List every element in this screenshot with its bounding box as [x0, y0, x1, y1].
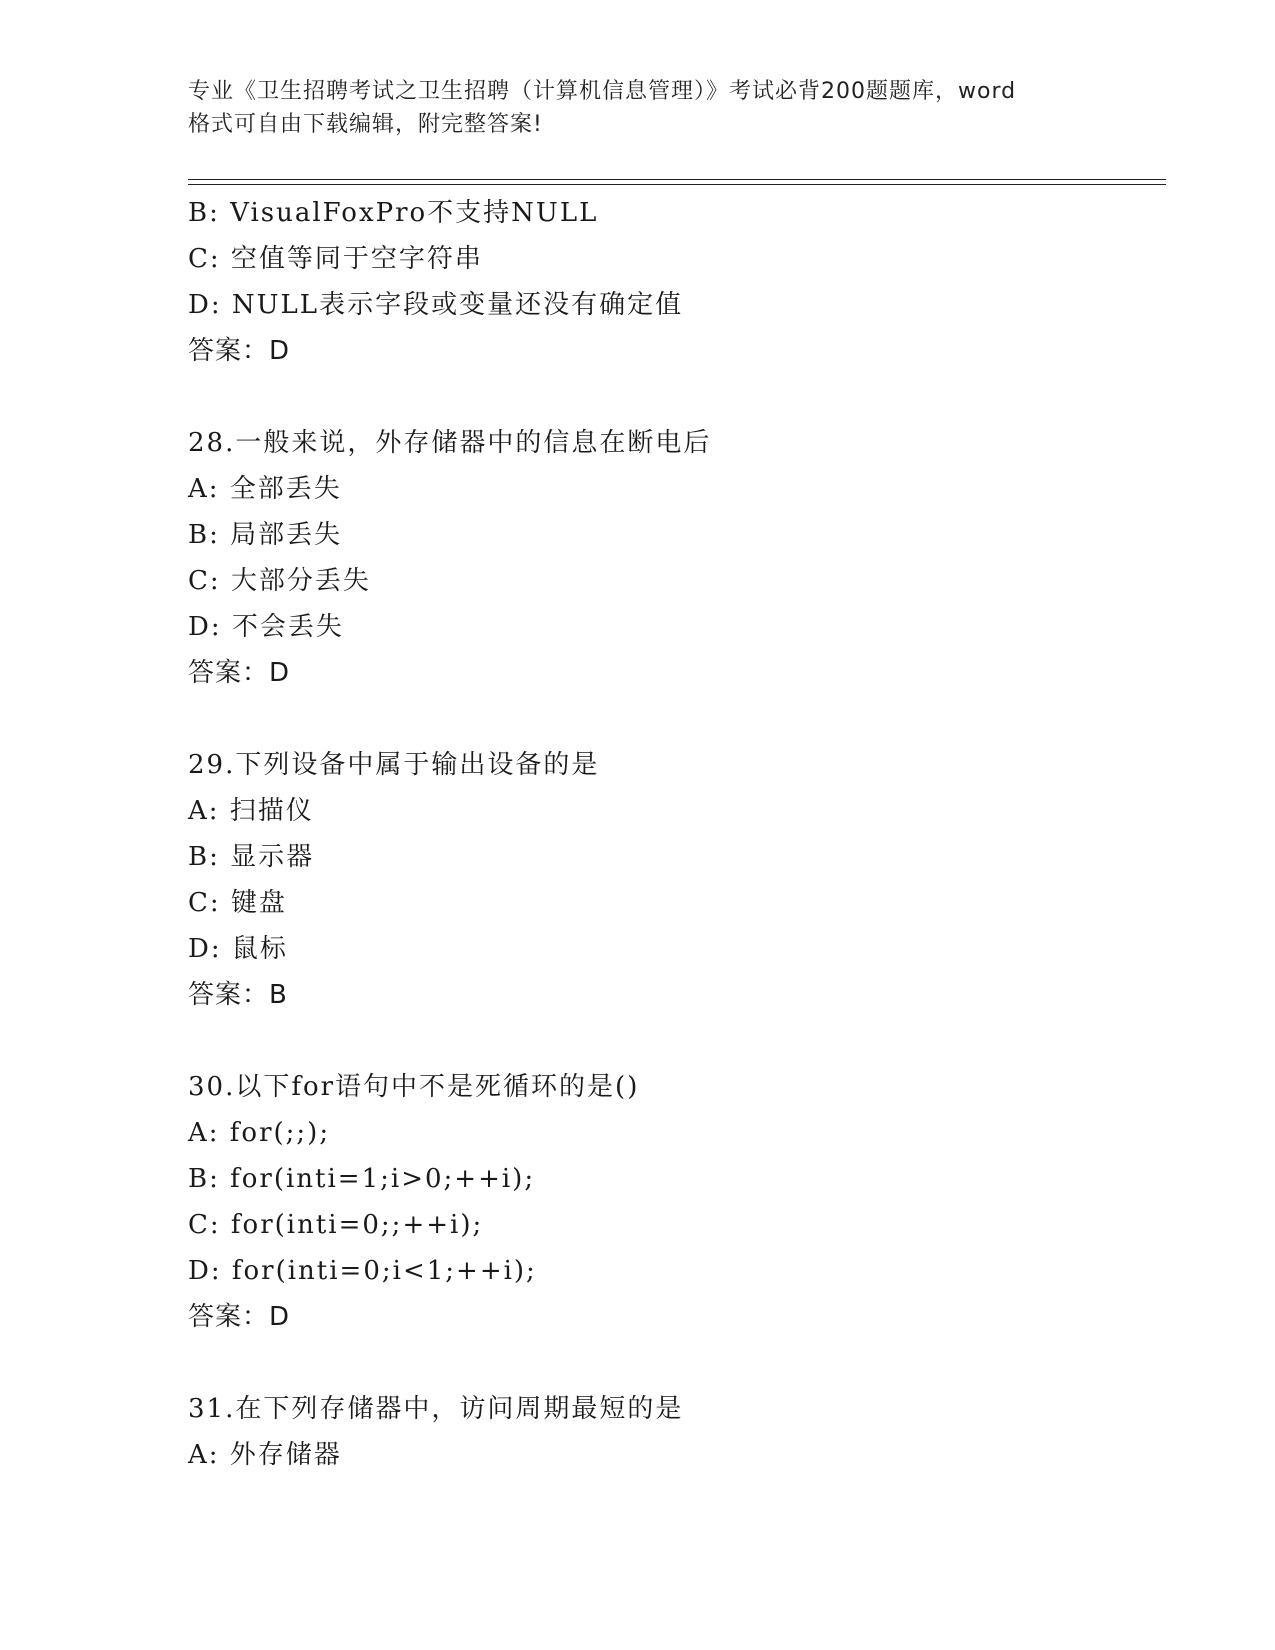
spacer [188, 374, 1188, 420]
question-stem: 29.下列设备中属于输出设备的是 [188, 750, 600, 780]
question-block [188, 742, 1188, 1018]
spacer [188, 696, 1188, 742]
option-a: A: for(;;); [188, 1118, 331, 1148]
question-block-continued [188, 190, 1188, 374]
answer-label: 答案：B [188, 980, 288, 1010]
option-d: D: 鼠标 [188, 934, 288, 964]
answer-label: 答案：D [188, 1302, 291, 1332]
option-b: B: VisualFoxPro不支持NULL [188, 198, 599, 228]
option-a: A: 外存储器 [188, 1440, 342, 1470]
answer-label: 答案：D [188, 336, 291, 366]
option-c: C: 大部分丢失 [188, 566, 371, 596]
option-d: D: 不会丢失 [188, 612, 344, 642]
question-stem: 30.以下for语句中不是死循环的是() [188, 1072, 640, 1102]
option-a: A: 全部丢失 [188, 474, 342, 504]
header-divider-bottom [188, 184, 1166, 185]
question-block [188, 1386, 1188, 1478]
option-b: B: 局部丢失 [188, 520, 343, 550]
option-b: B: for(inti=1;i>0;++i); [188, 1164, 536, 1194]
question-list [188, 190, 1188, 1478]
question-block [188, 420, 1188, 696]
option-a: A: 扫描仪 [188, 796, 314, 826]
document-header [188, 75, 1088, 141]
option-b: B: 显示器 [188, 842, 315, 872]
question-block [188, 1064, 1188, 1340]
option-c: C: for(inti=0;;++i); [188, 1210, 484, 1240]
header-line-2: 格式可自由下载编辑，附完整答案! [188, 112, 543, 137]
header-divider-top [188, 179, 1166, 180]
option-d: D: for(inti=0;i<1;++i); [188, 1256, 537, 1286]
option-d: D: NULL表示字段或变量还没有确定值 [188, 290, 684, 320]
header-line-1: 专业《卫生招聘考试之卫生招聘（计算机信息管理）》考试必背200题题库，word [188, 79, 1017, 104]
question-stem: 28.一般来说，外存储器中的信息在断电后 [188, 428, 712, 458]
option-c: C: 空值等同于空字符串 [188, 244, 483, 274]
spacer [188, 1018, 1188, 1064]
spacer [188, 1340, 1188, 1386]
question-stem: 31.在下列存储器中，访问周期最短的是 [188, 1394, 684, 1424]
answer-label: 答案：D [188, 658, 291, 688]
option-c: C: 键盘 [188, 888, 287, 918]
